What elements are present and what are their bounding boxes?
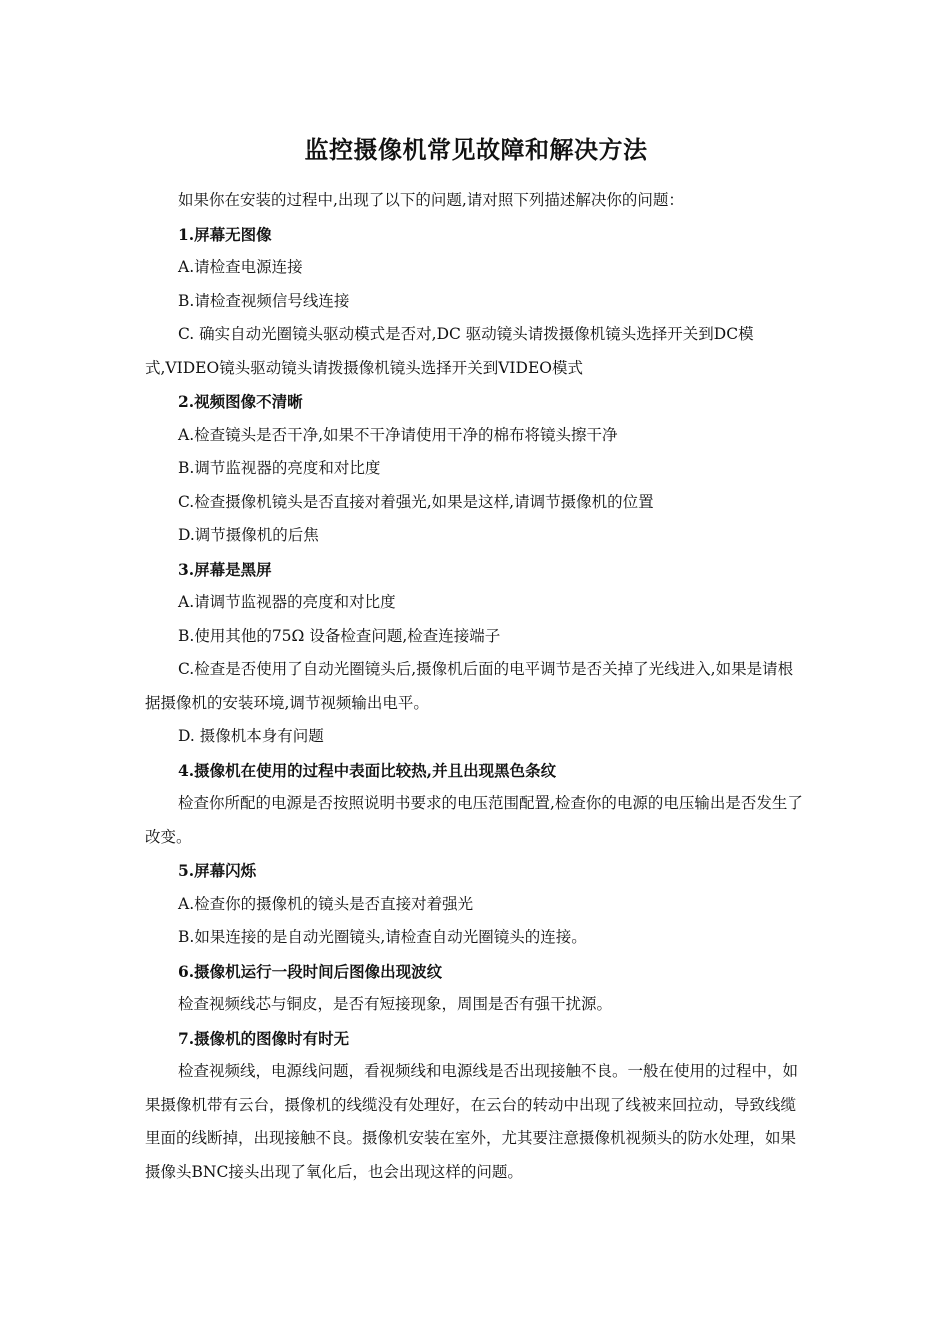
section-item: B.调节监视器的亮度和对比度 — [178, 459, 381, 477]
section-item: D. 摄像机本身有问题 — [178, 727, 324, 745]
section-item: 检查视频线，电源线问题，看视频线和电源线是否出现接触不良。一般在使用的过程中，如果摄像机带有云台，摄像机的线缆没有处理好，在云台的转动中出现了线被来回拉动，导致线缆里面的线断掉，出现接触不良。摄像机安装在室外，尤其要注意摄像机视频头的防水处理，如果摄像头BNC接头出现了氧化后，也会出现这样的问题。 — [145, 1062, 799, 1181]
section-heading: 1.屏幕无图像 — [178, 224, 272, 244]
section-item: A.检查你的摄像机的镜头是否直接对着强光 — [178, 894, 474, 913]
section-item: A.请调节监视器的亮度和对比度 — [178, 593, 396, 611]
section-item: B.使用其他的75Ω 设备检查问题,检查连接端子 — [178, 626, 501, 645]
section-item: 检查视频线芯与铜皮，是否有短接现象，周围是否有强干扰源。 — [178, 995, 613, 1013]
section-item: B.如果连接的是自动光圈镜头,请检查自动光圈镜头的连接。 — [178, 928, 587, 946]
section-heading: 2.视频图像不清晰 — [178, 392, 303, 411]
section-heading: 7.摄像机的图像时有时无 — [178, 1028, 350, 1048]
section-heading: 3.屏幕是黑屏 — [178, 559, 272, 579]
page-title: 监控摄像机常见故障和解决方法 — [304, 135, 648, 164]
section-item: 检查你所配的电源是否按照说明书要求的电压范围配置,检查你的电源的电压输出是否发生了改变。 — [145, 794, 803, 846]
section-item: B.请检查视频信号线连接 — [178, 291, 350, 310]
section-item: C. 确实自动光圈镜头驱动模式是否对,DC 驱动镜头请拨摄像机镜头选择开关到DC模式,VIDEO镜头驱动镜头请拨摄像机镜头选择开关到VIDEO模式 — [145, 325, 754, 377]
section-heading: 4.摄像机在使用的过程中表面比较热,并且出现黑色条纹 — [178, 760, 557, 780]
section-item: A.请检查电源连接 — [178, 258, 303, 276]
section-heading: 6.摄像机运行一段时间后图像出现波纹 — [178, 961, 443, 981]
intro-paragraph: 如果你在安装的过程中,出现了以下的问题,请对照下列描述解决你的问题： — [178, 191, 684, 209]
section-item: A.检查镜头是否干净,如果不干净请使用干净的棉布将镜头擦干净 — [178, 425, 618, 444]
document-content — [145, 130, 807, 1189]
section-item: C.检查摄像机镜头是否直接对着强光,如果是这样,请调节摄像机的位置 — [178, 492, 654, 511]
section-item: D.调节摄像机的后焦 — [178, 526, 319, 544]
section-heading: 5.屏幕闪烁 — [178, 861, 257, 880]
section-item: C.检查是否使用了自动光圈镜头后,摄像机后面的电平调节是否关掉了光线进入,如果是请根据摄像机的安装环境,调节视频输出电平。 — [145, 660, 794, 712]
